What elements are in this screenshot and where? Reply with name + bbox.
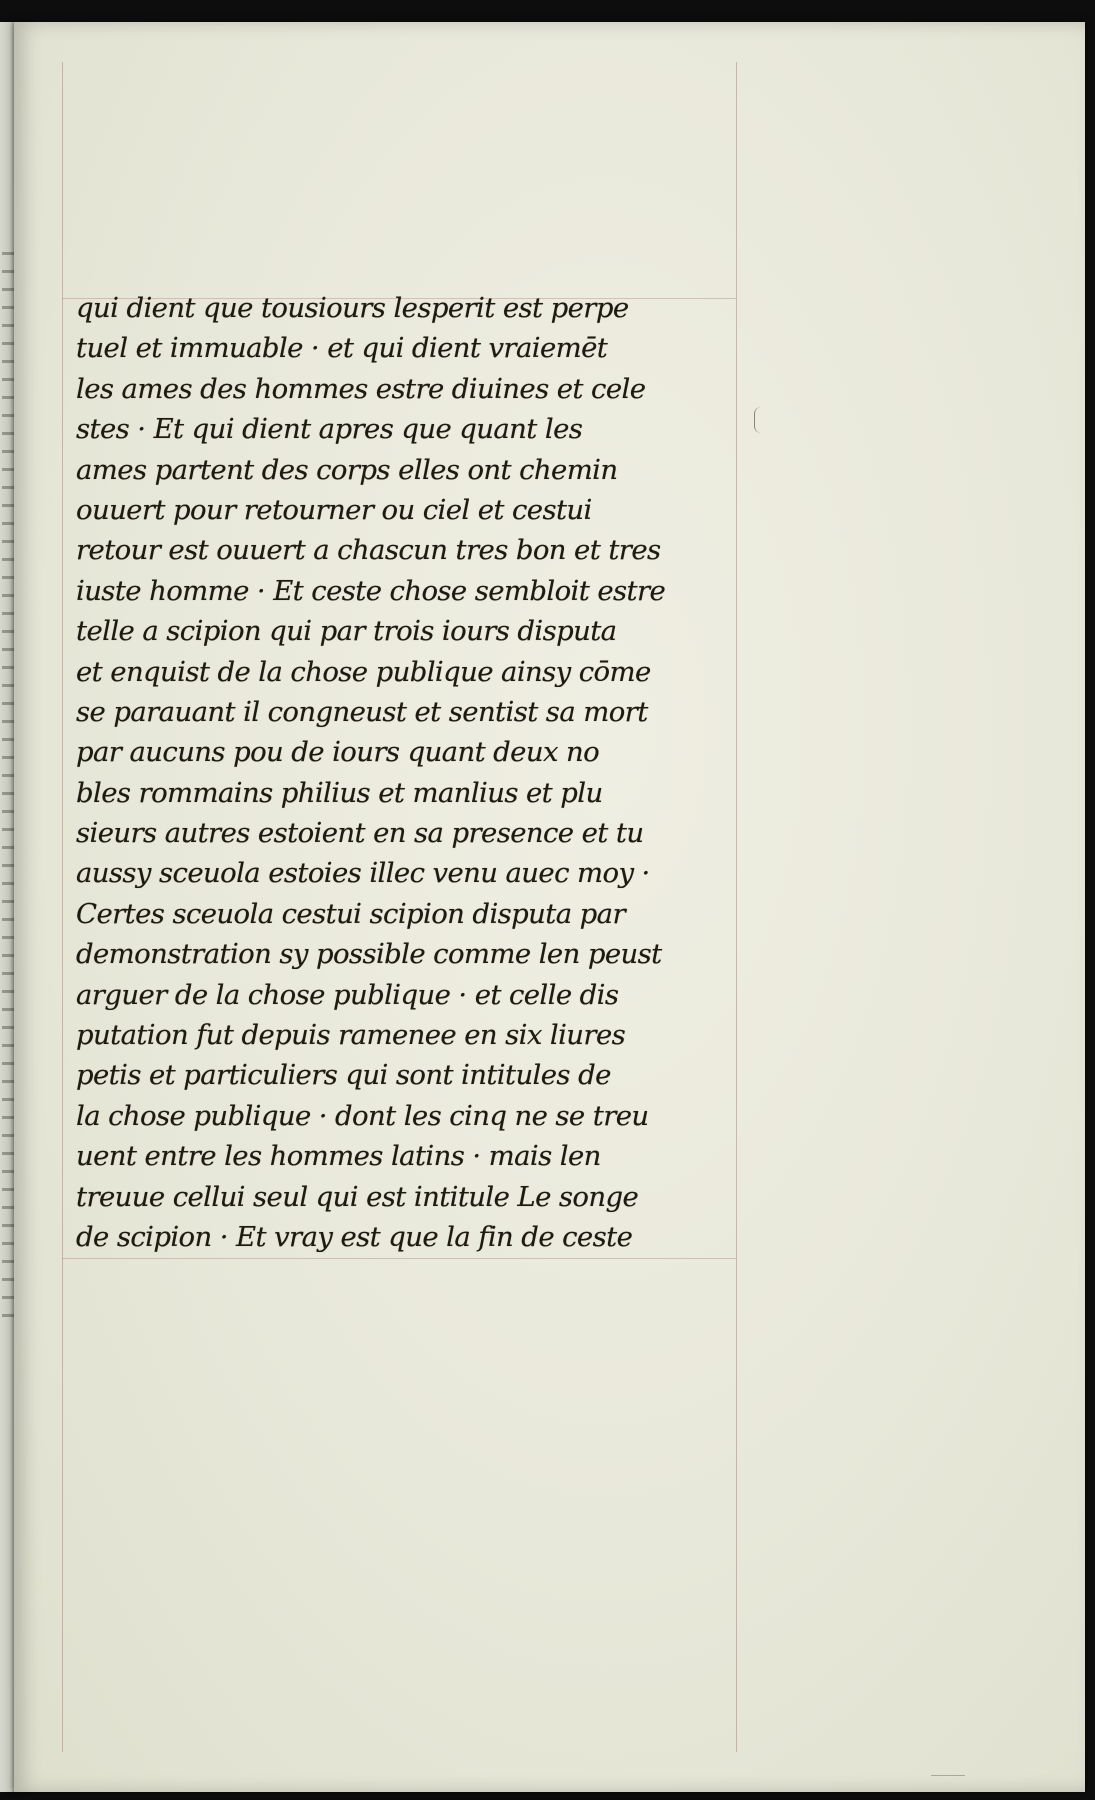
manuscript-line: aussy sceuola estoies illec venu auec moy · — [76, 857, 650, 890]
pencil-mark — [931, 1763, 965, 1776]
manuscript-line: ames partent des corps elles ont chemin — [76, 453, 618, 486]
manuscript-line: bles rommains philius et manlius et plu — [76, 776, 603, 809]
manuscript-line: treuue cellui seul qui est intitule Le songe — [76, 1180, 639, 1213]
manuscript-line: qui dient que tousiours lesperit est perpe — [76, 292, 629, 324]
manuscript-line: arguer de la chose publique · et celle dis — [76, 978, 619, 1011]
manuscript-line: et enquist de la chose publique ainsy cōme — [76, 655, 651, 688]
manuscript-line: les ames des hommes estre diuines et cele — [76, 372, 646, 405]
manuscript-line: putation fut depuis ramenee en six liures — [76, 1019, 626, 1052]
bottom-ruling-line — [62, 1258, 736, 1259]
manuscript-line: petis et particuliers qui sont intitules de — [76, 1059, 611, 1092]
previous-leaf-text-bleed — [2, 252, 14, 1332]
manuscript-line: retour est ouuert a chascun tres bon et tres — [76, 534, 661, 567]
manuscript-line: sieurs autres estoient en sa presence et tu — [76, 817, 644, 850]
manuscript-line: iuste homme · Et ceste chose sembloit estre — [76, 574, 666, 607]
manuscript-line: stes · Et qui dient apres que quant les — [76, 413, 583, 446]
manuscript-line: telle a scipion qui par trois iours disputa — [76, 615, 617, 648]
manuscript-line: demonstration sy possible comme len peust — [76, 938, 662, 971]
left-ruling-line — [62, 62, 63, 1752]
manuscript-line: par aucuns pou de iours quant deux no — [76, 736, 600, 769]
manuscript-line: de scipion · Et vray est que la fin de ceste — [76, 1220, 633, 1253]
manuscript-line: se parauant il congneust et sentist sa mort — [76, 695, 648, 728]
manuscript-line: uent entre les hommes latins · mais len — [76, 1140, 601, 1173]
manuscript-line: Certes sceuola cestui scipion disputa par — [76, 897, 625, 930]
manuscript-page — [14, 22, 1085, 1792]
manuscript-text-block — [76, 288, 776, 1257]
manuscript-line: ouuert pour retourner ou ciel et cestui — [76, 493, 592, 526]
manuscript-line: tuel et immuable · et qui dient vraiemēt — [76, 332, 608, 365]
manuscript-line: la chose publique · dont les cinq ne se treu — [76, 1099, 649, 1132]
